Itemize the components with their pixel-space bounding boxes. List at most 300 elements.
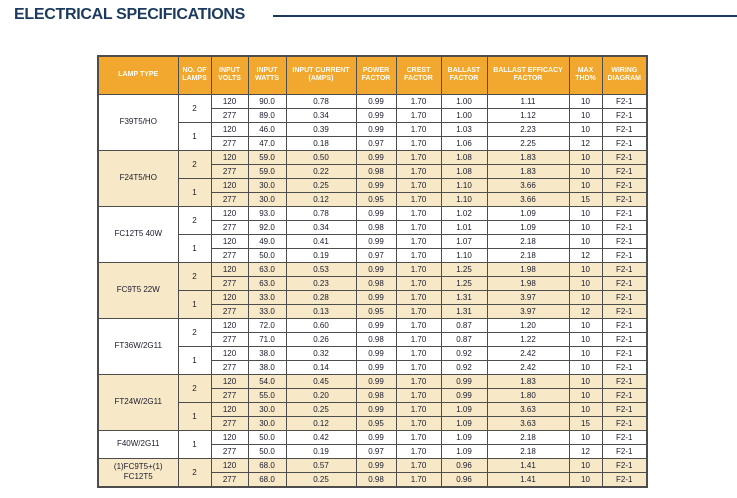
data-cell: 33.0 <box>248 304 286 318</box>
data-cell: 277 <box>211 108 248 122</box>
data-cell: 0.99 <box>356 374 396 388</box>
lamps-count-cell: 2 <box>178 318 211 346</box>
data-cell: 2.42 <box>487 360 569 374</box>
table-row <box>98 402 647 416</box>
data-cell: 120 <box>211 178 248 192</box>
data-cell: 1.70 <box>396 430 441 444</box>
data-cell: 120 <box>211 430 248 444</box>
data-cell: 120 <box>211 458 248 472</box>
data-cell: 1.70 <box>396 402 441 416</box>
data-cell: 0.92 <box>441 346 487 360</box>
data-cell: 1.00 <box>441 108 487 122</box>
data-cell: 1.09 <box>441 402 487 416</box>
data-cell: F2-1 <box>602 430 647 444</box>
data-cell: 277 <box>211 332 248 346</box>
data-cell: 277 <box>211 360 248 374</box>
table-row <box>98 430 647 444</box>
table-row <box>98 206 647 220</box>
data-cell: 10 <box>569 388 602 402</box>
data-cell: 1.70 <box>396 234 441 248</box>
data-cell: 0.87 <box>441 318 487 332</box>
data-cell: 1.09 <box>441 430 487 444</box>
data-cell: 1.70 <box>396 332 441 346</box>
data-cell: F2-1 <box>602 346 647 360</box>
data-cell: 0.78 <box>286 94 356 108</box>
data-cell: 277 <box>211 472 248 487</box>
data-cell: 1.02 <box>441 206 487 220</box>
data-cell: F2-1 <box>602 416 647 430</box>
data-cell: 2.23 <box>487 122 569 136</box>
data-cell: 0.53 <box>286 262 356 276</box>
lamps-count-cell: 2 <box>178 262 211 290</box>
data-cell: 10 <box>569 178 602 192</box>
lamps-count-cell: 2 <box>178 458 211 487</box>
data-cell: 0.99 <box>356 346 396 360</box>
data-cell: 90.0 <box>248 94 286 108</box>
data-cell: 120 <box>211 122 248 136</box>
data-cell: 1.70 <box>396 388 441 402</box>
data-cell: F2-1 <box>602 374 647 388</box>
data-cell: 0.25 <box>286 472 356 487</box>
data-cell: 12 <box>569 248 602 262</box>
data-cell: 0.96 <box>441 472 487 487</box>
data-cell: 1.83 <box>487 150 569 164</box>
data-cell: 1.83 <box>487 164 569 178</box>
data-cell: 1.70 <box>396 374 441 388</box>
data-cell: 0.98 <box>356 388 396 402</box>
data-cell: 1.70 <box>396 192 441 206</box>
data-cell: 0.32 <box>286 346 356 360</box>
data-cell: 1.70 <box>396 304 441 318</box>
data-cell: 0.41 <box>286 234 356 248</box>
data-cell: F2-1 <box>602 206 647 220</box>
data-cell: F2-1 <box>602 290 647 304</box>
data-cell: 10 <box>569 262 602 276</box>
lamps-count-cell: 1 <box>178 178 211 206</box>
data-cell: F2-1 <box>602 276 647 290</box>
data-cell: F2-1 <box>602 94 647 108</box>
data-cell: 277 <box>211 220 248 234</box>
data-cell: 68.0 <box>248 458 286 472</box>
data-cell: 1.41 <box>487 472 569 487</box>
data-cell: 1.06 <box>441 136 487 150</box>
table-head <box>98 56 647 94</box>
data-cell: 0.12 <box>286 192 356 206</box>
spec-table <box>97 55 648 488</box>
data-cell: 1.09 <box>441 416 487 430</box>
data-cell: 120 <box>211 150 248 164</box>
data-cell: F2-1 <box>602 458 647 472</box>
data-cell: 0.96 <box>441 458 487 472</box>
data-cell: F2-1 <box>602 220 647 234</box>
data-cell: 12 <box>569 304 602 318</box>
data-cell: 0.12 <box>286 416 356 430</box>
page-title: ELECTRICAL SPECIFICATIONS <box>14 6 246 23</box>
data-cell: 120 <box>211 318 248 332</box>
data-cell: F2-1 <box>602 136 647 150</box>
data-cell: 0.19 <box>286 248 356 262</box>
table-row <box>98 94 647 108</box>
data-cell: 1.70 <box>396 360 441 374</box>
data-cell: 3.97 <box>487 304 569 318</box>
data-cell: 277 <box>211 388 248 402</box>
header-cell: INPUT WATTS <box>248 56 286 94</box>
data-cell: 0.99 <box>356 206 396 220</box>
data-cell: 1.09 <box>441 444 487 458</box>
lamps-count-cell: 2 <box>178 150 211 178</box>
data-cell: 2.18 <box>487 248 569 262</box>
data-cell: 10 <box>569 332 602 346</box>
data-cell: 1.07 <box>441 234 487 248</box>
data-cell: 10 <box>569 164 602 178</box>
data-cell: 2.18 <box>487 430 569 444</box>
data-cell: 0.13 <box>286 304 356 318</box>
data-cell: 1.70 <box>396 472 441 487</box>
data-cell: 30.0 <box>248 402 286 416</box>
data-cell: 50.0 <box>248 248 286 262</box>
data-cell: 277 <box>211 192 248 206</box>
data-cell: 0.98 <box>356 220 396 234</box>
lamps-count-cell: 1 <box>178 122 211 150</box>
data-cell: 10 <box>569 430 602 444</box>
data-cell: F2-1 <box>602 262 647 276</box>
data-cell: 0.97 <box>356 248 396 262</box>
data-cell: 0.99 <box>356 318 396 332</box>
data-cell: 30.0 <box>248 192 286 206</box>
data-cell: 0.97 <box>356 136 396 150</box>
data-cell: F2-1 <box>602 122 647 136</box>
table-row <box>98 262 647 276</box>
data-cell: 33.0 <box>248 290 286 304</box>
data-cell: 0.98 <box>356 332 396 346</box>
header-cell: CREST FACTOR <box>396 56 441 94</box>
data-cell: 3.66 <box>487 192 569 206</box>
data-cell: 0.78 <box>286 206 356 220</box>
data-cell: 30.0 <box>248 178 286 192</box>
data-cell: 1.00 <box>441 94 487 108</box>
data-cell: 0.98 <box>356 276 396 290</box>
data-cell: 54.0 <box>248 374 286 388</box>
data-cell: 92.0 <box>248 220 286 234</box>
lamp-type-cell: FC9T5 22W <box>98 262 178 318</box>
table-row <box>98 150 647 164</box>
data-cell: 30.0 <box>248 416 286 430</box>
data-cell: 71.0 <box>248 332 286 346</box>
data-cell: 1.70 <box>396 108 441 122</box>
header-cell: INPUT VOLTS <box>211 56 248 94</box>
data-cell: 0.92 <box>441 360 487 374</box>
data-cell: 1.70 <box>396 150 441 164</box>
data-cell: F2-1 <box>602 150 647 164</box>
lamps-count-cell: 1 <box>178 346 211 374</box>
header-cell: LAMP TYPE <box>98 56 178 94</box>
data-cell: 0.99 <box>441 388 487 402</box>
data-cell: 59.0 <box>248 150 286 164</box>
lamps-count-cell: 2 <box>178 206 211 234</box>
data-cell: 1.25 <box>441 262 487 276</box>
data-cell: 12 <box>569 136 602 150</box>
data-cell: 1.03 <box>441 122 487 136</box>
data-cell: 10 <box>569 94 602 108</box>
data-cell: 277 <box>211 276 248 290</box>
data-cell: 63.0 <box>248 276 286 290</box>
header-cell: MAX THD% <box>569 56 602 94</box>
data-cell: 1.09 <box>487 206 569 220</box>
data-cell: 277 <box>211 444 248 458</box>
section-header <box>14 6 737 24</box>
data-cell: 10 <box>569 234 602 248</box>
data-cell: 0.45 <box>286 374 356 388</box>
data-cell: 1.70 <box>396 136 441 150</box>
data-cell: 47.0 <box>248 136 286 150</box>
data-cell: 1.70 <box>396 290 441 304</box>
table-row <box>98 122 647 136</box>
title-rule <box>273 15 737 17</box>
data-cell: 0.50 <box>286 150 356 164</box>
lamps-count-cell: 1 <box>178 402 211 430</box>
table-body <box>98 94 647 487</box>
data-cell: F2-1 <box>602 402 647 416</box>
data-cell: 10 <box>569 276 602 290</box>
data-cell: 1.80 <box>487 388 569 402</box>
data-cell: 1.70 <box>396 458 441 472</box>
data-cell: 10 <box>569 360 602 374</box>
lamp-type-cell: FT24W/2G11 <box>98 374 178 430</box>
data-cell: 1.70 <box>396 178 441 192</box>
data-cell: F2-1 <box>602 304 647 318</box>
data-cell: 0.99 <box>356 402 396 416</box>
data-cell: 1.83 <box>487 374 569 388</box>
data-cell: 12 <box>569 444 602 458</box>
data-cell: 89.0 <box>248 108 286 122</box>
data-cell: 1.70 <box>396 318 441 332</box>
data-cell: 1.70 <box>396 122 441 136</box>
data-cell: 0.60 <box>286 318 356 332</box>
data-cell: 15 <box>569 416 602 430</box>
data-cell: 1.70 <box>396 248 441 262</box>
data-cell: 0.57 <box>286 458 356 472</box>
data-cell: 0.99 <box>356 94 396 108</box>
data-cell: 0.18 <box>286 136 356 150</box>
lamp-type-cell: FC12T5 40W <box>98 206 178 262</box>
data-cell: 0.26 <box>286 332 356 346</box>
data-cell: F2-1 <box>602 234 647 248</box>
data-cell: 10 <box>569 458 602 472</box>
data-cell: 1.70 <box>396 164 441 178</box>
data-cell: 3.63 <box>487 402 569 416</box>
lamp-type-cell: F39T5/HO <box>98 94 178 150</box>
data-cell: 120 <box>211 374 248 388</box>
data-cell: 10 <box>569 150 602 164</box>
data-cell: 120 <box>211 262 248 276</box>
data-cell: 277 <box>211 248 248 262</box>
data-cell: 1.70 <box>396 416 441 430</box>
data-cell: 1.22 <box>487 332 569 346</box>
data-cell: 1.70 <box>396 220 441 234</box>
data-cell: 2.18 <box>487 444 569 458</box>
data-cell: 0.19 <box>286 444 356 458</box>
data-cell: 0.25 <box>286 178 356 192</box>
data-cell: 0.22 <box>286 164 356 178</box>
data-cell: 10 <box>569 290 602 304</box>
table-row <box>98 178 647 192</box>
data-cell: F2-1 <box>602 178 647 192</box>
header-cell: BALLAST FACTOR <box>441 56 487 94</box>
table-head-row <box>98 56 647 94</box>
data-cell: 0.99 <box>356 108 396 122</box>
lamp-type-cell: F24T5/HO <box>98 150 178 206</box>
data-cell: 0.20 <box>286 388 356 402</box>
data-cell: F2-1 <box>602 472 647 487</box>
data-cell: 1.70 <box>396 262 441 276</box>
data-cell: 0.28 <box>286 290 356 304</box>
lamps-count-cell: 1 <box>178 430 211 458</box>
data-cell: 1.70 <box>396 444 441 458</box>
data-cell: 1.08 <box>441 164 487 178</box>
data-cell: 1.98 <box>487 276 569 290</box>
data-cell: 0.95 <box>356 304 396 318</box>
data-cell: 50.0 <box>248 430 286 444</box>
data-cell: 120 <box>211 290 248 304</box>
data-cell: 120 <box>211 206 248 220</box>
data-cell: 1.10 <box>441 178 487 192</box>
data-cell: 0.34 <box>286 220 356 234</box>
data-cell: 10 <box>569 220 602 234</box>
data-cell: 277 <box>211 416 248 430</box>
data-cell: 0.98 <box>356 472 396 487</box>
data-cell: 1.98 <box>487 262 569 276</box>
spec-table-container <box>97 55 648 488</box>
data-cell: 0.39 <box>286 122 356 136</box>
data-cell: 10 <box>569 318 602 332</box>
data-cell: F2-1 <box>602 164 647 178</box>
data-cell: 0.99 <box>356 122 396 136</box>
header-cell: BALLAST EFFICACY FACTOR <box>487 56 569 94</box>
data-cell: 1.25 <box>441 276 487 290</box>
data-cell: 1.11 <box>487 94 569 108</box>
data-cell: 1.20 <box>487 318 569 332</box>
data-cell: 63.0 <box>248 262 286 276</box>
data-cell: 93.0 <box>248 206 286 220</box>
lamp-type-cell: F40W/2G11 <box>98 430 178 458</box>
lamp-type-cell: FT36W/2G11 <box>98 318 178 374</box>
data-cell: 1.31 <box>441 290 487 304</box>
header-cell: NO. OF LAMPS <box>178 56 211 94</box>
table-row <box>98 346 647 360</box>
data-cell: 10 <box>569 402 602 416</box>
data-cell: 0.99 <box>356 178 396 192</box>
data-cell: F2-1 <box>602 332 647 346</box>
data-cell: 120 <box>211 94 248 108</box>
data-cell: 1.70 <box>396 94 441 108</box>
data-cell: 0.99 <box>356 262 396 276</box>
data-cell: 120 <box>211 346 248 360</box>
data-cell: F2-1 <box>602 248 647 262</box>
header-cell: WIRING DIAGRAM <box>602 56 647 94</box>
data-cell: 38.0 <box>248 360 286 374</box>
data-cell: 0.23 <box>286 276 356 290</box>
data-cell: 3.63 <box>487 416 569 430</box>
data-cell: F2-1 <box>602 444 647 458</box>
data-cell: F2-1 <box>602 192 647 206</box>
data-cell: 0.97 <box>356 444 396 458</box>
data-cell: 72.0 <box>248 318 286 332</box>
data-cell: 49.0 <box>248 234 286 248</box>
lamp-type-cell: (1)FC9T5+(1) FC12T5 <box>98 458 178 487</box>
data-cell: 1.08 <box>441 150 487 164</box>
data-cell: 0.99 <box>441 374 487 388</box>
data-cell: 10 <box>569 206 602 220</box>
data-cell: 46.0 <box>248 122 286 136</box>
table-row <box>98 290 647 304</box>
lamps-count-cell: 2 <box>178 94 211 122</box>
data-cell: 1.70 <box>396 276 441 290</box>
header-cell: INPUT CURRENT (AMPS) <box>286 56 356 94</box>
data-cell: 0.42 <box>286 430 356 444</box>
data-cell: 0.14 <box>286 360 356 374</box>
table-row <box>98 374 647 388</box>
data-cell: 10 <box>569 122 602 136</box>
data-cell: 0.87 <box>441 332 487 346</box>
data-cell: 10 <box>569 374 602 388</box>
data-cell: 0.34 <box>286 108 356 122</box>
data-cell: 277 <box>211 304 248 318</box>
table-row <box>98 318 647 332</box>
data-cell: 3.97 <box>487 290 569 304</box>
data-cell: 0.95 <box>356 416 396 430</box>
data-cell: 1.70 <box>396 346 441 360</box>
data-cell: 1.12 <box>487 108 569 122</box>
data-cell: 1.70 <box>396 206 441 220</box>
data-cell: 68.0 <box>248 472 286 487</box>
data-cell: 277 <box>211 136 248 150</box>
data-cell: 2.42 <box>487 346 569 360</box>
data-cell: 59.0 <box>248 164 286 178</box>
data-cell: 10 <box>569 108 602 122</box>
data-cell: 2.25 <box>487 136 569 150</box>
data-cell: F2-1 <box>602 318 647 332</box>
table-row <box>98 458 647 472</box>
data-cell: 120 <box>211 234 248 248</box>
data-cell: F2-1 <box>602 360 647 374</box>
lamps-count-cell: 1 <box>178 234 211 262</box>
data-cell: 0.98 <box>356 164 396 178</box>
data-cell: 1.10 <box>441 248 487 262</box>
data-cell: 55.0 <box>248 388 286 402</box>
data-cell: 2.18 <box>487 234 569 248</box>
data-cell: 0.99 <box>356 150 396 164</box>
data-cell: 3.66 <box>487 178 569 192</box>
data-cell: 1.01 <box>441 220 487 234</box>
data-cell: 0.25 <box>286 402 356 416</box>
data-cell: 50.0 <box>248 444 286 458</box>
data-cell: 15 <box>569 192 602 206</box>
data-cell: 1.31 <box>441 304 487 318</box>
data-cell: F2-1 <box>602 108 647 122</box>
data-cell: 0.99 <box>356 290 396 304</box>
lamps-count-cell: 2 <box>178 374 211 402</box>
data-cell: 0.95 <box>356 192 396 206</box>
data-cell: 277 <box>211 164 248 178</box>
data-cell: 1.41 <box>487 458 569 472</box>
lamps-count-cell: 1 <box>178 290 211 318</box>
data-cell: 10 <box>569 472 602 487</box>
header-cell: POWER FACTOR <box>356 56 396 94</box>
data-cell: 38.0 <box>248 346 286 360</box>
data-cell: 10 <box>569 346 602 360</box>
data-cell: 0.99 <box>356 458 396 472</box>
data-cell: F2-1 <box>602 388 647 402</box>
